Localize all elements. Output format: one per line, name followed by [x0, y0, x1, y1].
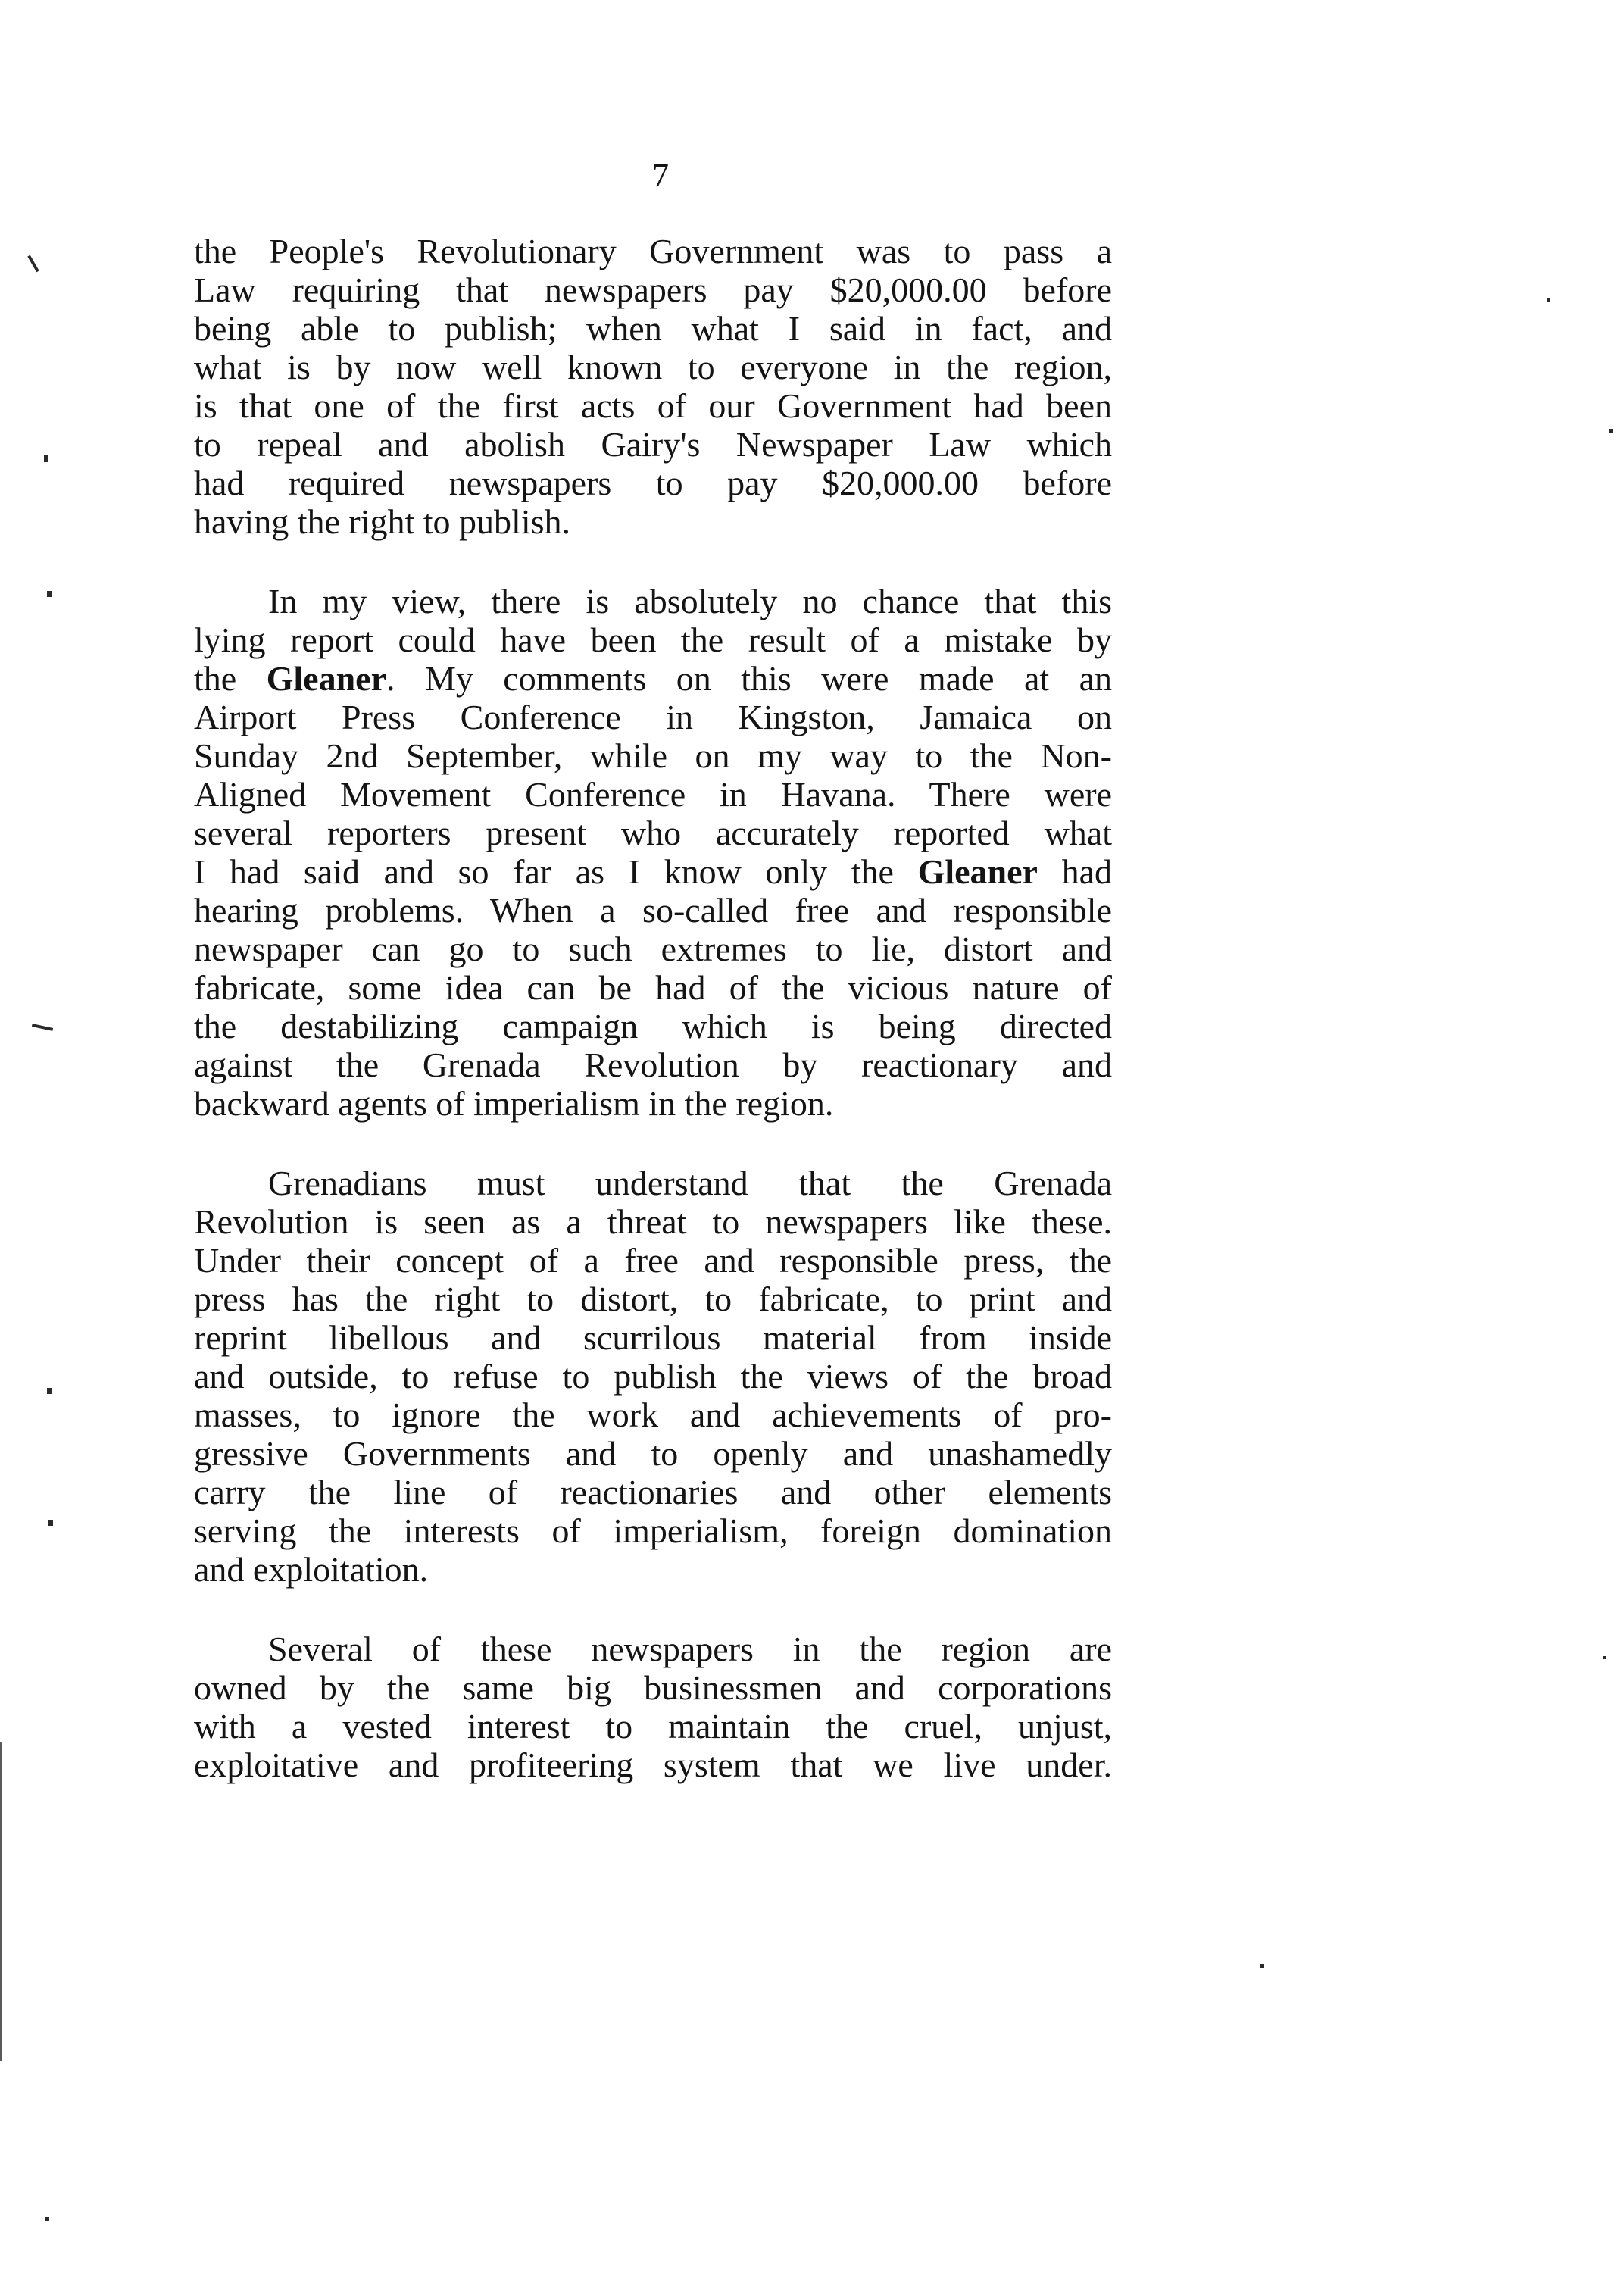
scan-speck [47, 591, 52, 597]
text-line [194, 659, 1112, 698]
page-number: 7 [652, 157, 669, 194]
text-line: had required newspapers to pay $20,000.00 before [194, 464, 1112, 502]
text-line: Sunday 2nd September, while on my way to the Non- [194, 736, 1112, 775]
scan-speck [44, 455, 48, 462]
newspaper-name-gleaner: Gleaner [917, 852, 1038, 891]
text-line: having the right to publish. [194, 502, 571, 541]
text-line: Grenadians must understand that the Grenada [268, 1164, 1112, 1202]
text-line: Law requiring that newspapers pay $20,000.00 before [194, 270, 1112, 309]
newspaper-name-gleaner: Gleaner [266, 659, 387, 698]
paragraph-1 [194, 232, 1112, 541]
text-line: Airport Press Conference in Kingston, Jamaica on [194, 698, 1112, 736]
text-line: Aligned Movement Conference in Havana. There were [194, 775, 1112, 814]
text-line: and outside, to refuse to publish the views of the broad [194, 1357, 1112, 1396]
paragraph-4 [194, 1630, 1112, 1784]
scan-speck [47, 1388, 52, 1394]
text-line: reprint libellous and scurrilous material from inside [194, 1318, 1112, 1357]
text-line: what is by now well known to everyone in the region, [194, 348, 1112, 386]
text-line [194, 852, 1112, 891]
paragraph-3 [194, 1164, 1112, 1589]
text-line: Several of these newspapers in the region are [268, 1630, 1112, 1668]
text-line: and exploitation. [194, 1550, 429, 1589]
scan-line-mark [27, 255, 39, 273]
text-line: exploitative and profiteering system that we live under. [194, 1746, 1112, 1784]
text-line: masses, to ignore the work and achievements of pro- [194, 1396, 1112, 1434]
scan-line-mark [32, 1024, 53, 1031]
text-segment: I had said and so far as I know only the [194, 852, 918, 891]
text-line: with a vested interest to maintain the cruel, unjust, [194, 1707, 1112, 1746]
text-line: the People's Revolutionary Government was to pass a [194, 232, 1112, 270]
text-line: newspaper can go to such extremes to lie, distort and [194, 930, 1112, 968]
text-line: being able to publish; when what I said in fact, and [194, 309, 1112, 348]
text-segment: the [194, 659, 267, 698]
paragraph-2 [194, 582, 1112, 1123]
scan-speck [1260, 1964, 1264, 1968]
text-line: In my view, there is absolutely no chance that this [268, 582, 1112, 620]
text-line: gressive Governments and to openly and unashamedly [194, 1434, 1112, 1473]
scan-speck [1609, 429, 1613, 433]
text-line: Under their concept of a free and responsible press, the [194, 1241, 1112, 1280]
text-line: carry the line of reactionaries and other elements [194, 1473, 1112, 1511]
text-line: against the Grenada Revolution by reactionary and [194, 1045, 1112, 1084]
text-line: owned by the same big businessmen and corporations [194, 1668, 1112, 1707]
scan-speck [45, 2217, 49, 2221]
scan-speck [1547, 298, 1550, 302]
scan-speck [48, 1520, 53, 1526]
body-text [194, 232, 1112, 1825]
text-line: is that one of the first acts of our Government had been [194, 386, 1112, 425]
text-line: several reporters present who accurately reported what [194, 814, 1112, 852]
text-line: fabricate, some idea can be had of the vicious nature of [194, 968, 1112, 1007]
text-line: press has the right to distort, to fabricate, to print and [194, 1280, 1112, 1318]
text-line: lying report could have been the result of a mistake by [194, 620, 1112, 659]
text-line: Revolution is seen as a threat to newspapers like these. [194, 1202, 1112, 1241]
scan-line-mark [0, 1742, 2, 2061]
text-segment: . My comments on this were made at an [386, 659, 1112, 698]
text-line: to repeal and abolish Gairy's Newspaper Law which [194, 425, 1112, 464]
text-line: serving the interests of imperialism, foreign domination [194, 1511, 1112, 1550]
text-line: backward agents of imperialism in the region. [194, 1084, 834, 1123]
text-line: hearing problems. When a so-called free and responsible [194, 891, 1112, 930]
scan-speck [1603, 1656, 1606, 1659]
text-segment: had [1037, 852, 1112, 891]
text-line: the destabilizing campaign which is being directed [194, 1007, 1112, 1045]
